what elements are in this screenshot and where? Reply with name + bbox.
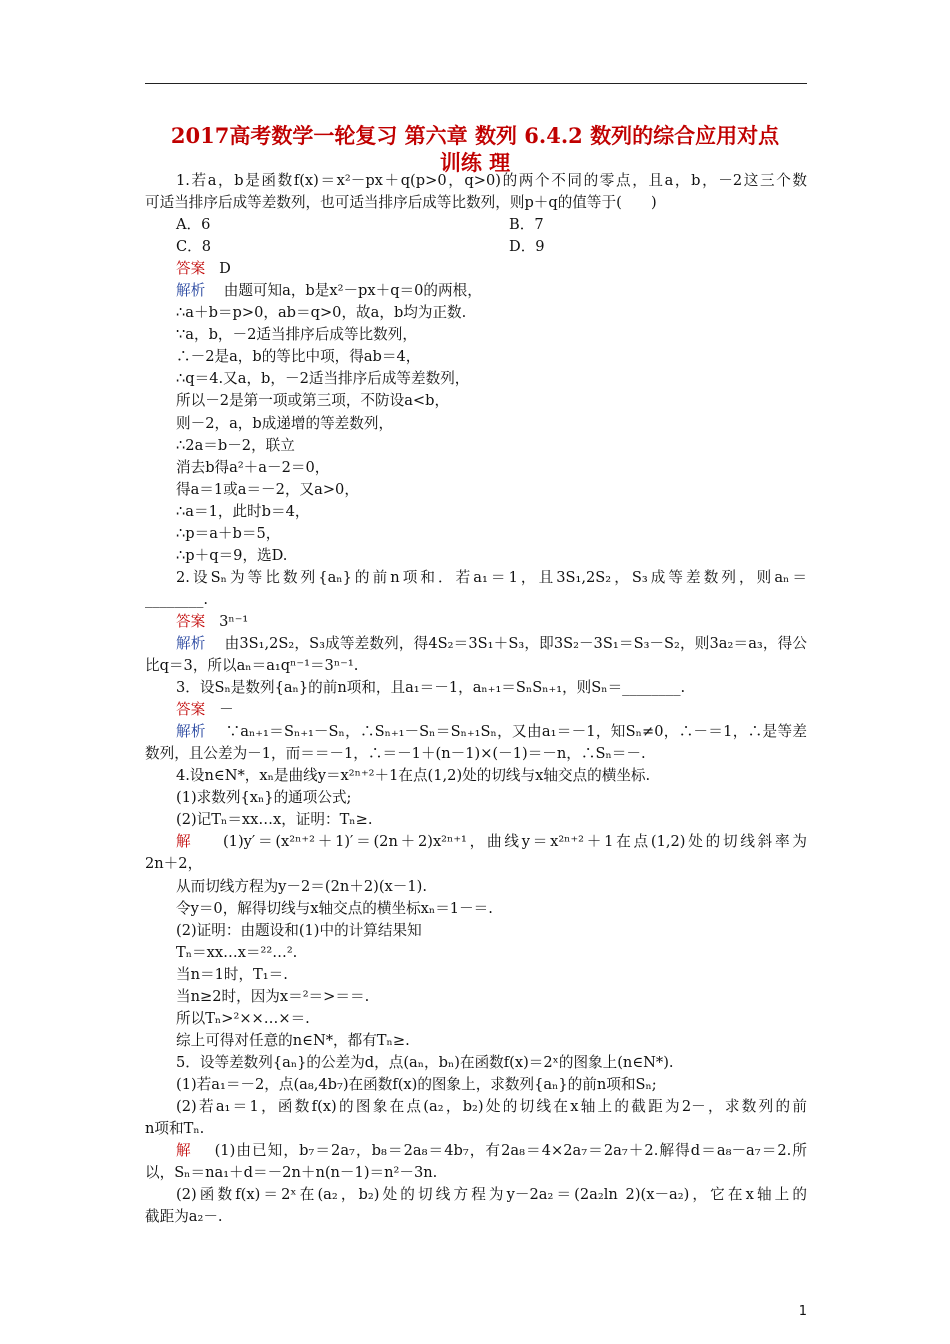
- analysis-label: 解析: [176, 723, 206, 741]
- q1-analysis-line-1: [145, 280, 807, 302]
- q4-solution-line-2: 2n＋2，: [145, 855, 203, 873]
- q1-analysis-line-13: ∴p＋q＝9，选D.: [176, 546, 288, 564]
- document-title: [100, 122, 850, 176]
- q3-answer: [145, 699, 807, 721]
- q4-stem: 4.设n∈N*，xₙ是曲线y＝x²ⁿ⁺²＋1在点(1,2)处的切线与x轴交点的横坐标.: [176, 767, 651, 785]
- q1-analysis-line-12: ∴p＝a＋b＝5，: [176, 524, 281, 542]
- q4-solution-line-1: [145, 831, 807, 853]
- q4-solution-line-10: 综上可得对任意的n∈N*，都有Tₙ≥.: [176, 1031, 410, 1049]
- q1-analysis-line-6: 所以－2是第一项或第三项，不防设a<b，: [176, 392, 450, 410]
- q5-solution-line-1: [145, 1140, 807, 1162]
- q4-solution-line-6: Tₙ＝xx…x＝²²…².: [176, 943, 298, 961]
- q3-answer-value: －: [219, 701, 234, 719]
- q4-solution-line-5: (2)证明：由题设和(1)中的计算结果知: [176, 921, 422, 939]
- title-line-1: 2017高考数学一轮复习 第六章 数列 6.4.2 数列的综合应用对点: [170, 123, 780, 148]
- header-rule: [145, 83, 807, 84]
- analysis-label: 解析: [176, 282, 206, 300]
- q5-part-1: (1)若a₁＝－2，点(a₈,4b₇)在函数f(x)的图象上，求数列{aₙ}的前n项和Sₙ;: [176, 1075, 657, 1093]
- solution-label: 解: [176, 833, 194, 851]
- q1-stem-line-1: 1.若a，b是函数f(x)＝x²－px＋q(p>0，q>0)的两个不同的零点，且a，b，－2这三个数: [176, 172, 807, 189]
- q1-analysis-line-7: 则－2，a，b成递增的等差数列，: [176, 414, 394, 432]
- q1-option-d: D．9: [509, 238, 545, 256]
- q4-solution-line-8: 当n≥2时，因为x＝²＝>＝＝.: [176, 987, 370, 1005]
- solution-label: 解: [176, 1142, 192, 1160]
- q5-solution-line-2: 以，Sₙ＝na₁＋d＝－2n＋n(n－1)＝n²－3n.: [145, 1164, 438, 1182]
- q4-solution-line-7: 当n＝1时，T₁＝.: [176, 965, 288, 983]
- title-line-2: 训练 理: [439, 150, 511, 175]
- q2-analysis-line-1: [145, 633, 807, 655]
- q5-stem: 5．设等差数列{aₙ}的公差为d，点(aₙ，bₙ)在函数f(x)＝2ˣ的图象上(n∈N*).: [176, 1053, 674, 1071]
- answer-label: 答案: [176, 701, 206, 719]
- q4-solution-text-1: (1)y′＝(x²ⁿ⁺²＋1)′＝(2n＋2)x²ⁿ⁺¹，曲线y＝x²ⁿ⁺²＋1在点(1,2)处的切线斜率为: [222, 833, 807, 851]
- q1-analysis-line-8: ∴2a＝b－2，联立: [176, 436, 295, 454]
- q5-solution-line-3: (2)函数f(x)＝2ˣ在(a₂，b₂)处的切线方程为y－2a₂＝(2a₂ln 2)(x－a₂)，它在x轴上的: [176, 1186, 807, 1204]
- q3-analysis-line-1: [145, 721, 807, 743]
- q1-options-row-1: [145, 214, 807, 236]
- q1-answer: [145, 258, 807, 280]
- q1-analysis-line-3: ∵a，b，－2适当排序后成等比数列，: [176, 326, 417, 344]
- q1-answer-value: D: [219, 260, 231, 278]
- q4-part-1: (1)求数列{xₙ}的通项公式;: [176, 789, 352, 807]
- q1-options-row-2: [145, 236, 807, 258]
- q1-stem-line-2: 可适当排序后成等差数列，也可适当排序后成等比数列，则p＋q的值等于( ): [145, 194, 657, 212]
- q3-stem: 3．设Sₙ是数列{aₙ}的前n项和，且a₁＝－1，aₙ₊₁＝SₙSₙ₊₁，则Sₙ＝________.: [176, 679, 686, 697]
- q1-option-b: B．7: [509, 216, 544, 234]
- q4-solution-line-9: 所以Tₙ>²××…×＝.: [176, 1009, 310, 1027]
- q1-option-c: C．8: [176, 238, 212, 256]
- q1-analysis-line-9: 消去b得a²＋a－2＝0，: [176, 458, 330, 476]
- q2-stem-line-1: 2.设Sₙ为等比数列{aₙ}的前n项和．若a₁＝1，且3S₁,2S₂，S₃成等差数列，则aₙ＝: [176, 568, 807, 586]
- q1-analysis-line-2: ∴a＋b＝p>0，ab＝q>0，故a，b均为正数.: [176, 304, 467, 322]
- q5-solution-text-1: (1)由已知，b₇＝2a₇，b₈＝2a₈＝4b₇，有2a₈＝4×2a₇＝2a₇＋2.解得d＝a₈－a₇＝2.所: [214, 1142, 807, 1160]
- q2-answer: [145, 611, 807, 633]
- q2-analysis-line-2: 比q＝3，所以aₙ＝a₁qⁿ⁻¹＝3ⁿ⁻¹.: [145, 657, 359, 675]
- answer-label: 答案: [176, 612, 206, 630]
- document-body: [145, 170, 807, 1228]
- q1-analysis-line-4: ∴－2是a，b的等比中项，得ab＝4，: [176, 348, 421, 366]
- q1-analysis-text-1: 由题可知a，b是x²－px＋q＝0的两根，: [223, 282, 482, 300]
- answer-label: 答案: [176, 260, 206, 278]
- q1-analysis-line-5: ∴q＝4.又a，b，－2适当排序后成等差数列，: [176, 370, 470, 388]
- q4-solution-line-3: 从而切线方程为y－2＝(2n＋2)(x－1).: [176, 877, 427, 895]
- q1-analysis-line-10: 得a＝1或a＝－2，又a>0，: [176, 480, 359, 498]
- q3-analysis-text-1: ∵aₙ₊₁＝Sₙ₊₁－Sₙ，∴Sₙ₊₁－Sₙ＝Sₙ₊₁Sₙ，又由a₁＝－1，知Sₙ≠0，∴－＝1，∴是等差: [225, 723, 807, 741]
- q5-solution-line-4: 截距为a₂－.: [145, 1208, 223, 1226]
- q5-part-2-line-1: (2)若a₁＝1，函数f(x)的图象在点(a₂，b₂)处的切线在x轴上的截距为2－，求数列的前: [176, 1097, 807, 1115]
- q1-analysis-line-11: ∴a＝1，此时b＝4，: [176, 502, 310, 520]
- page-number: 1: [798, 1304, 807, 1319]
- q3-analysis-line-2: 数列，且公差为－1，而＝＝－1，∴＝－1＋(n－1)×(－1)＝－n，∴Sₙ＝－.: [145, 745, 646, 763]
- analysis-label: 解析: [176, 634, 206, 652]
- q1-option-a: A．6: [176, 216, 211, 234]
- q4-part-2: (2)记Tₙ＝xx…x，证明：Tₙ≥.: [176, 811, 373, 829]
- q4-solution-line-4: 令y＝0，解得切线与x轴交点的横坐标xₙ＝1－＝.: [176, 899, 493, 917]
- q2-stem-line-2: ________.: [145, 590, 209, 608]
- q2-analysis-text-1: 由3S₁,2S₂，S₃成等差数列，得4S₂＝3S₁＋S₃，即3S₂－3S₁＝S₃－S₂，则3a₂＝a₃，得公: [224, 634, 807, 652]
- q2-answer-value: 3ⁿ⁻¹: [219, 612, 249, 630]
- q5-part-2-line-2: n项和Tₙ.: [145, 1120, 205, 1138]
